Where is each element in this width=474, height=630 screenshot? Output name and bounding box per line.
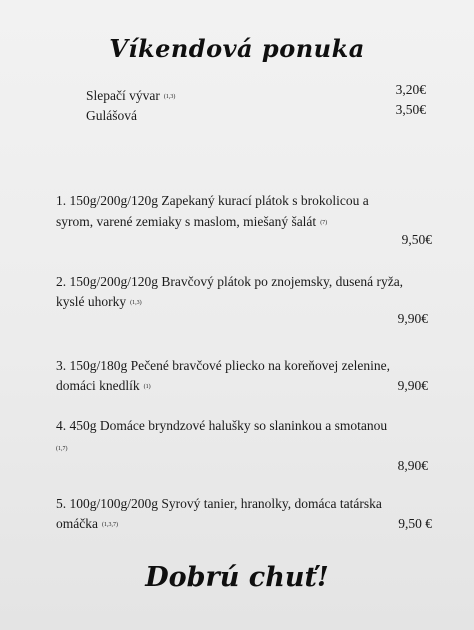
menu-item-line: 1. 150g/200g/120g Zapekaný kurací plátok s brokolicou a: [56, 193, 369, 208]
allergen-codes: (1,3): [130, 300, 142, 306]
soup-name: Slepačí vývar: [86, 88, 160, 103]
soup-price: 3,50€: [395, 102, 426, 117]
menu-item-price: 8,90€: [397, 458, 428, 473]
menu-item-price: 9,50 €: [398, 516, 432, 531]
allergen-codes: (1,3,7): [101, 522, 118, 528]
soup-item-chicken-broth: [86, 88, 175, 105]
menu-item-line2: kyslé uhorky: [56, 294, 127, 309]
menu-item-line: 2. 150g/200g/120g Bravčový plátok po znojemsky, dusená ryža,: [56, 274, 404, 289]
menu-item-line2: syrom, varené zemiaky s maslom, miešaný šalát: [56, 214, 317, 229]
menu-item-line: [56, 294, 142, 311]
allergen-codes: (7): [320, 220, 328, 226]
menu-item-line: [56, 378, 151, 395]
soup-price: 3,20€: [395, 82, 426, 97]
menu-item-price: 9,90€: [397, 378, 428, 393]
menu-item-line: 4. 450g Domáce bryndzové halušky so slaninkou a smotanou: [56, 418, 388, 433]
footer-greeting: Dobrú chuť!: [145, 562, 329, 593]
allergen-codes: (1,7): [56, 446, 68, 452]
allergen-codes: (1): [143, 384, 151, 390]
allergen-codes: (1,3): [163, 94, 176, 100]
menu-title: Víkendová ponuka: [109, 34, 365, 63]
menu-item-line: [56, 516, 118, 533]
menu-item-price: 9,90€: [397, 311, 428, 326]
soup-item-goulash: [86, 108, 137, 124]
menu-item-line2: domáci knedlík: [56, 378, 140, 393]
menu-item-price: 9,50€: [401, 232, 432, 247]
menu-item-line: 3. 150g/180g Pečené bravčové pliecko na koreňovej zelenine,: [56, 358, 390, 373]
menu-item-line2: omáčka: [56, 516, 98, 531]
menu-item-line: 5. 100g/100g/200g Syrový tanier, hranolky, domáca tatárska: [56, 496, 382, 511]
menu-item-line: [56, 214, 327, 231]
soup-name: Gulášová: [86, 108, 137, 123]
